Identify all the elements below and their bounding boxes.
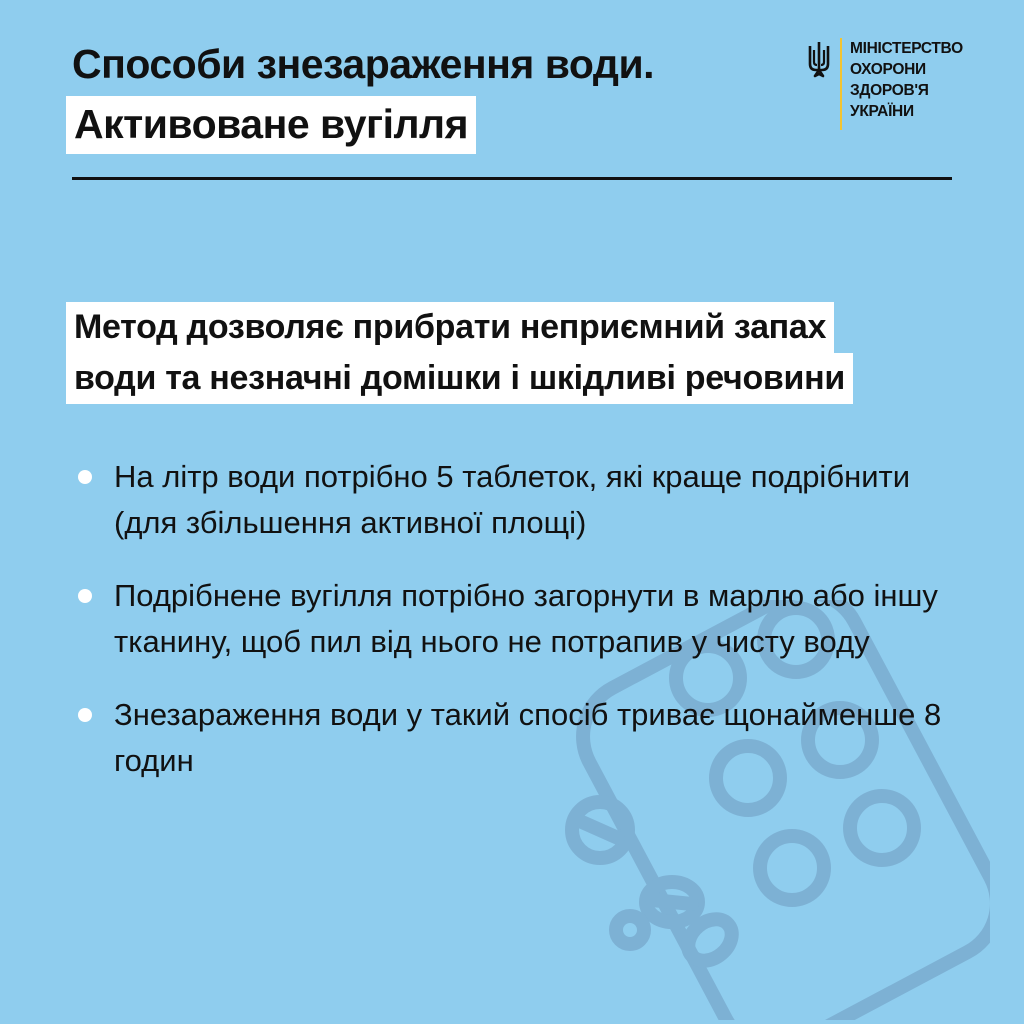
list-item-text: На літр води потрібно 5 таблеток, які краще подрібнити (для збільшення активної площі) (114, 459, 911, 540)
list-item (78, 692, 958, 784)
page-title-line-1: Способи знезараження води. (72, 41, 655, 87)
logo-line-1: МІНІСТЕРСТВО (850, 40, 963, 57)
list-item-text: Подрібнене вугілля потрібно загорнути в марлю або іншу тканину, щоб пил від нього не потрапив у чисту воду (114, 578, 938, 659)
bullet-dot-icon (78, 589, 92, 603)
logo-text (850, 38, 963, 122)
list-item-text: Знезараження води у такий спосіб триває щонайменше 8 годин (114, 697, 942, 778)
page-title-line-2: Активоване вугілля (66, 96, 476, 154)
lead-line-2: води та незначні домішки і шкідливі речовини (66, 353, 853, 404)
logo-line-3: ЗДОРОВ'Я (850, 82, 929, 99)
bullet-dot-icon (78, 708, 92, 722)
list-item (78, 573, 958, 665)
ministry-logo (806, 38, 963, 134)
list-item (78, 454, 958, 546)
title-block (66, 36, 662, 154)
logo-separator (840, 38, 842, 130)
logo-line-4: УКРАЇНИ (850, 103, 914, 120)
logo-line-2: ОХОРОНИ (850, 61, 926, 78)
lead-statement (66, 302, 853, 404)
bullet-dot-icon (78, 470, 92, 484)
lead-line-1: Метод дозволяє прибрати неприємний запах (66, 302, 834, 353)
header-divider (72, 177, 952, 180)
trident-icon (806, 40, 832, 80)
bullet-list (78, 454, 958, 811)
